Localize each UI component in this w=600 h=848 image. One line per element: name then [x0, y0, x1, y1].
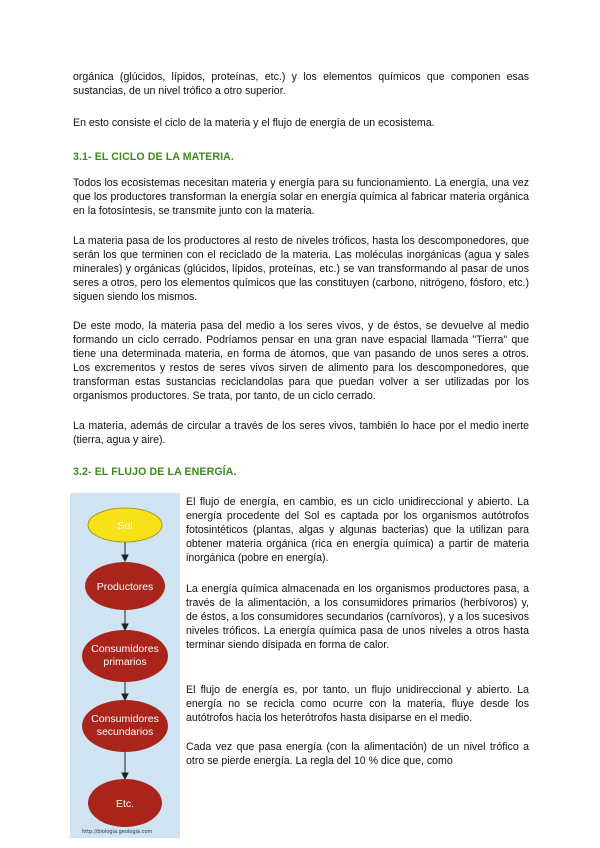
section-1-para-1 — [73, 176, 529, 218]
node-label: Consumidores — [91, 713, 159, 725]
paragraph: De este modo, la materia pasa del medio a los seres vivos, y de éstos, se devuelve al medio formando un ciclo cerrado. Podríamos pensar en una gran nave espacial llamada "Tierra" que tiene una determinada materia, en forma de átomos, que van pasando de unos seres a otros. Los excrementos y restos de seres vivos sirven de alimento para los descomponedores, que transforman estas sustancias reciclandolas para que puedan volver a ser utilizadas por los organismos productores. Se trata, por tanto, de un ciclo cerrado. — [73, 320, 529, 402]
node-label: Productores — [96, 581, 154, 593]
section-2-para-4 — [186, 740, 529, 768]
paragraph: La materia, además de circular a través de los seres vivos, también lo hace por el medio inerte (tierra, agua y aire). — [73, 420, 529, 446]
section-1-heading-wrap — [73, 150, 529, 164]
section-1-heading: 3.1- EL CICLO DE LA MATERIA. — [73, 151, 234, 163]
intro-text-1: orgánica (glúcidos, lípidos, proteínas, etc.) y los elementos químicos que componen esas sustancias, de un nivel trófico a otro superior. — [73, 71, 529, 97]
arrow-head — [122, 773, 128, 779]
node-label: secundarios — [96, 726, 154, 738]
node-label: Sol — [117, 520, 133, 532]
intro-paragraph — [73, 70, 529, 98]
section-1-para-2 — [73, 234, 529, 304]
intro-text-2: En esto consiste el ciclo de la materia y el flujo de energía de un ecosistema. — [73, 117, 435, 129]
paragraph: La energía química almacenada en los organismos productores pasa, a través de la alimentación, a los consumidores primarios (herbívoros) y, de éstos, a los consumidores secundarios (carnívoros), y a los sucesivos niveles tróficos. La energía química pasa de unos niveles a otros hasta terminar siendo disipada en forma de calor. — [186, 583, 529, 651]
paragraph: Cada vez que pasa energía (con la alimentación) de un nivel trófico a otro se pierde energía. La regla del 10 % dice que, como — [186, 741, 529, 767]
arrow-head — [122, 555, 128, 561]
arrow-head — [122, 694, 128, 700]
energy-flow-svg — [70, 493, 180, 838]
section-2-heading-wrap — [73, 465, 529, 479]
paragraph: El flujo de energía, en cambio, es un ciclo unidireccional y abierto. La energía procedente del Sol es captada por los organismos autótrofos fotosintéticos (plantas, algas y algunas bacterias) que la utilizan para obtener materia orgánica (rica en energía química) a partir de materia inorgánica (pobre en energía). — [186, 496, 529, 564]
paragraph: La materia pasa de los productores al resto de niveles tróficos, hasta los descomponedores, que serán los que terminen con el reciclado de la materia. Las moléculas inorgánicas (agua y sales minerales) y orgánicas (glúcidos, lípidos, proteínas, etc.) se van transformando al pasar de unos seres a otros, pero los elementos químicos que las constituyen (carbono, nitrógeno, fósforo, etc.) siguen siendo los mismos. — [73, 235, 529, 303]
arrow-head — [122, 624, 128, 630]
section-2-para-3 — [186, 683, 529, 725]
paragraph: El flujo de energía es, por tanto, un flujo unidireccional y abierto. La energía no se recicla como ocurre con la materia, fluye desde los autótrofos hacia los heterótrofos hasta disiparse en el medio. — [186, 684, 529, 724]
node-label: primarios — [103, 656, 147, 668]
section-1-para-3 — [73, 319, 529, 403]
section-2-para-1 — [186, 495, 529, 565]
node-label: Etc. — [115, 798, 135, 810]
section-2-para-2 — [186, 582, 529, 652]
intro-paragraph-2 — [73, 116, 529, 130]
energy-flow-diagram — [70, 493, 180, 838]
node-label: Consumidores — [91, 643, 159, 655]
section-2-heading: 3.2- EL FLUJO DE LA ENERGÍA. — [73, 466, 237, 478]
section-1-para-4 — [73, 419, 529, 447]
image-credit: http://biologia.geologia.com — [82, 829, 153, 835]
paragraph: Todos los ecosistemas necesitan materia y energía para su funcionamiento. La energía, una vez que los productores transforman la energía solar en energía química al fabricar materia orgánica en la fotosíntesis, se transmite junto con la materia. — [73, 177, 529, 217]
